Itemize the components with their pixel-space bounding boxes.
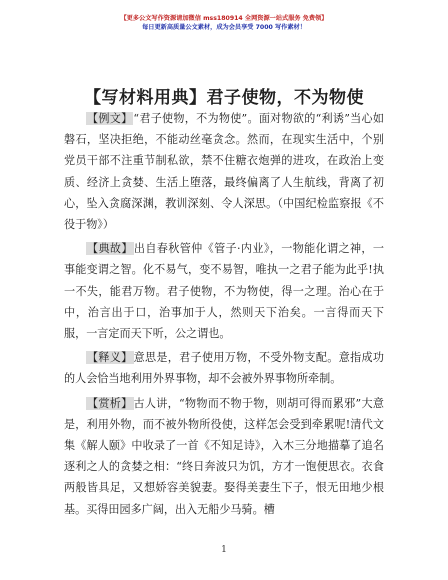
paragraph-example bbox=[64, 108, 384, 235]
paragraph-text: 意思是，君子使用万物，不受外物支配。意指成功的人会恰当地利用外界事物，却不会被外界事物所牵制。 bbox=[64, 351, 384, 386]
paragraph-allusion bbox=[64, 238, 384, 344]
page-number: 1 bbox=[221, 545, 227, 555]
paragraph-label: 【释义】 bbox=[87, 351, 133, 365]
header-banner bbox=[0, 14, 448, 32]
paragraph-text: 出自春秋管仲《管子·内业》，一物能化谓之神，一事能变谓之智。化不易气，变不易智，唯执一之君子能为此乎!执一不失，能君万物。君子使物，不为物使，得一之理。治心在于中，治言出于口，治事加于人，然则天下治矣。一言得而天下服，一言定而天下听，公之谓也。 bbox=[64, 242, 384, 341]
document-body bbox=[64, 108, 384, 523]
paragraph-text: 古人讲，“物物而不物于物，则胡可得而累邪”大意是，利用外物，而不被外物所役使，这样怎会受到牵累呢!清代文集《解人颐》中收录了一首《不知足诗》，入木三分地描摹了追名逐利之人的贪婪之相：“终日奔波只为饥，方才一饱便思衣。衣食两般皆具足，又想娇容美貌妻。娶得美妻生下子，恨无田地少根基。买得田园多广阔，出入无船少马骑。槽 bbox=[64, 396, 384, 516]
paragraph-meaning bbox=[64, 347, 384, 389]
banner-line-2: 每日更新高质量公文素材，成为会员享受 7000 写作素材！ bbox=[142, 24, 306, 31]
paragraph-label: 【例文】 bbox=[87, 112, 133, 125]
paragraph-text: “君子使物，不为物使”。面对物欲的“利诱”当心如磐石，坚决拒绝，不能动丝毫贪念。然而，在现实生活中，个别党员干部不注重节制私欲，禁不住糖衣炮弹的进攻，在政治上变质、经济上贪婪、生活上堕落，最终偏离了人生航线，背离了初心，坠入贪腐深渊，教训深刻、令人深思。（中国纪检监察报《不役于物》） bbox=[64, 112, 384, 232]
paragraph-appreciation bbox=[64, 393, 384, 520]
paragraph-label: 【赏析】 bbox=[87, 396, 133, 410]
banner-line-1: 【更多公文写作资源请加微信 mss180914 全网资源一站式服务 免费领】 bbox=[120, 15, 328, 22]
paragraph-label: 【典故】 bbox=[87, 242, 133, 256]
document-title: 【写材料用典】君子使物，不为物使 bbox=[84, 88, 364, 108]
